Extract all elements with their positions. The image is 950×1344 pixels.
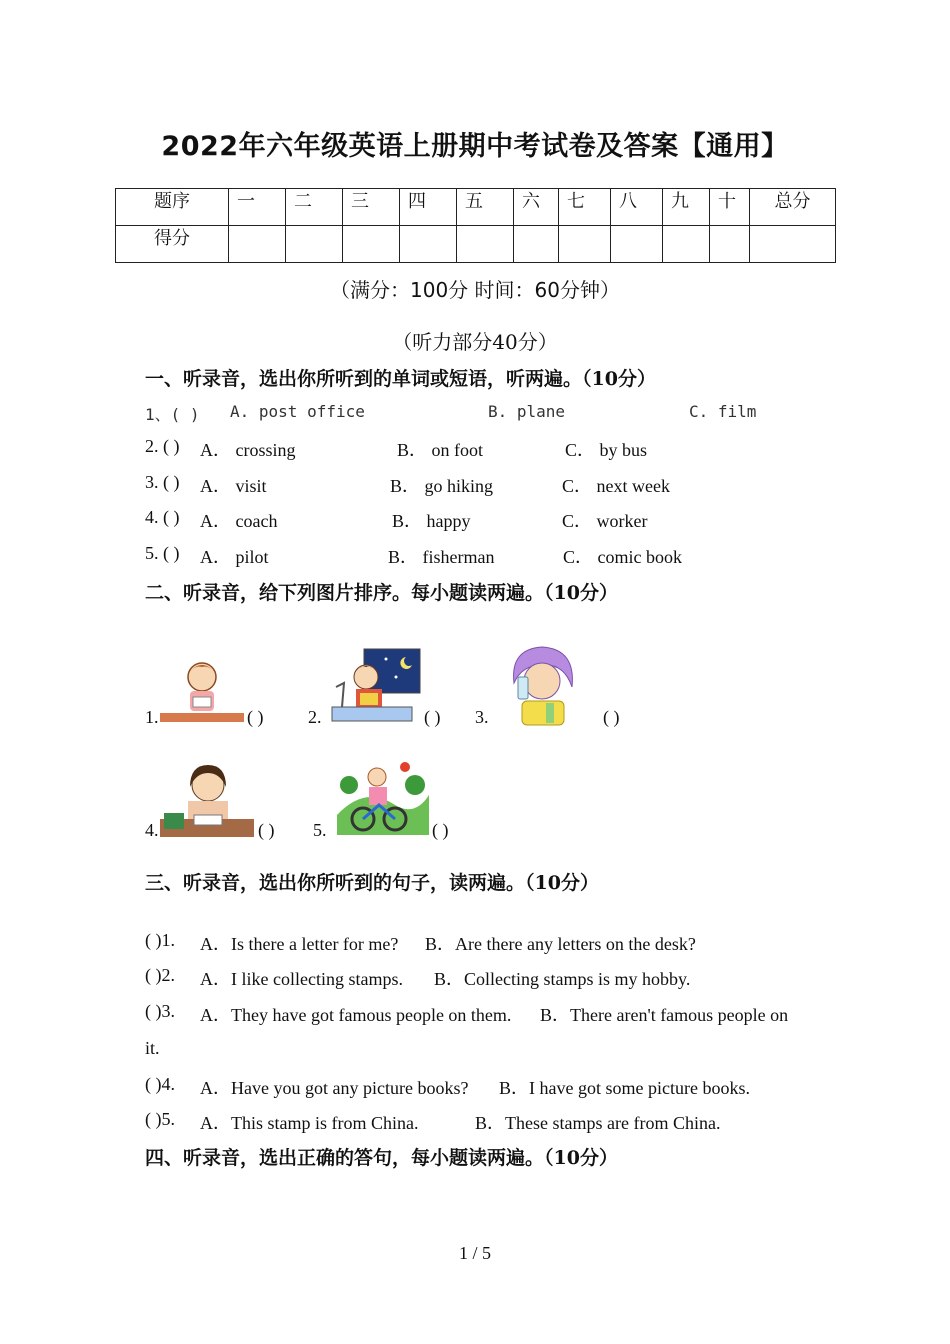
pic4-answer-bracket[interactable]: ( ) — [258, 820, 275, 840]
s1-q4-option-c: C． worker — [562, 511, 648, 531]
score-header-cell: 六 — [514, 189, 559, 226]
score-header-cell: 七 — [559, 189, 611, 226]
score-cell[interactable] — [663, 226, 710, 263]
s1-q3-option-c: C． next week — [562, 476, 670, 496]
girl-writing-picture — [160, 763, 256, 839]
girl-drinking-picture — [500, 643, 584, 727]
score-cell[interactable] — [710, 226, 750, 263]
s3-q2-number[interactable]: ( )2. — [145, 965, 175, 985]
s1-q1-option-b: B. plane — [488, 402, 566, 421]
page-number: 1 / 5 — [458, 1243, 491, 1263]
s1-q2-option-a: A． crossing — [200, 440, 296, 460]
section4-heading: 四、听录音，选出正确的答句，每小题读两遍。（10分） — [145, 1147, 618, 1169]
score-header-cell: 二 — [286, 189, 343, 226]
s3-q3-option-b-continued: it. — [145, 1038, 160, 1058]
section2-heading: 二、听录音，给下列图片排序。每小题读两遍。（10分） — [145, 582, 618, 604]
girl-cycling-picture — [335, 755, 431, 837]
score-cell[interactable] — [229, 226, 286, 263]
pic1-answer-bracket[interactable]: ( ) — [247, 707, 264, 727]
score-table-score-row — [116, 226, 836, 263]
score-header-cell: 十 — [710, 189, 750, 226]
s1-q5-option-a: A． pilot — [200, 547, 269, 567]
exam-info: （满分：100分 时间：60分钟） — [330, 278, 620, 302]
pic2-answer-bracket[interactable]: ( ) — [424, 707, 441, 727]
section3-heading: 三、听录音，选出你所听到的句子，读两遍。（10分） — [145, 872, 599, 894]
s1-q2-option-b: B． on foot — [397, 440, 484, 460]
score-cell[interactable] — [750, 226, 836, 263]
girl-reading-picture — [160, 655, 246, 725]
s3-q5-option-b: B．These stamps are from China. — [475, 1113, 721, 1133]
s1-q3-number[interactable]: 3. ( ) — [145, 472, 180, 492]
s1-q3-option-a: A． visit — [200, 476, 267, 496]
score-cell[interactable] — [559, 226, 611, 263]
score-header-cell: 一 — [229, 189, 286, 226]
s1-q2-option-c: C． by bus — [565, 440, 648, 460]
listening-part-label: （听力部分40分） — [392, 330, 558, 354]
s3-q1-option-a: A．Is there a letter for me? — [200, 934, 399, 954]
s3-q5-option-a: A．This stamp is from China. — [200, 1113, 419, 1133]
score-cell[interactable] — [514, 226, 559, 263]
pic5-label: 5. — [313, 820, 327, 840]
pic1-label: 1. — [145, 707, 159, 727]
pic3-label: 3. — [475, 707, 489, 727]
s1-q5-option-c: C． comic book — [563, 547, 682, 567]
score-cell[interactable] — [286, 226, 343, 263]
score-header-cell: 八 — [611, 189, 663, 226]
score-cell[interactable] — [400, 226, 457, 263]
score-cell[interactable] — [457, 226, 514, 263]
s1-q4-option-a: A． coach — [200, 511, 278, 531]
score-cell[interactable] — [611, 226, 663, 263]
pic3-answer-bracket[interactable]: ( ) — [603, 707, 620, 727]
score-table — [115, 188, 836, 263]
score-header-cell: 五 — [457, 189, 514, 226]
s1-q2-number[interactable]: 2. ( ) — [145, 436, 180, 456]
boy-reading-at-night-picture — [326, 647, 422, 727]
s1-q1-option-c: C. film — [689, 402, 757, 421]
score-table-header-row — [116, 189, 836, 226]
score-header-cell: 三 — [343, 189, 400, 226]
s3-q3-number[interactable]: ( )3. — [145, 1001, 175, 1021]
pic2-label: 2. — [308, 707, 322, 727]
score-header-cell: 题序 — [116, 189, 229, 226]
s1-q3-option-b: B． go hiking — [390, 476, 494, 496]
s1-q4-number[interactable]: 4. ( ) — [145, 507, 180, 527]
s1-q5-number[interactable]: 5. ( ) — [145, 543, 180, 563]
s3-q3-option-b: B．There aren't famous people on — [540, 1005, 789, 1025]
s3-q4-number[interactable]: ( )4. — [145, 1074, 175, 1094]
score-header-cell: 总分 — [750, 189, 836, 226]
s3-q5-number[interactable]: ( )5. — [145, 1109, 175, 1129]
s3-q4-option-a: A．Have you got any picture books? — [200, 1078, 469, 1098]
score-row-label: 得分 — [116, 226, 229, 263]
s3-q1-number[interactable]: ( )1. — [145, 930, 175, 950]
page-title: 2022年六年级英语上册期中考试卷及答案【通用】 — [161, 131, 789, 162]
s3-q3-option-a: A．They have got famous people on them. — [200, 1005, 512, 1025]
s3-q2-option-b: B．Collecting stamps is my hobby. — [434, 969, 691, 989]
s1-q4-option-b: B． happy — [392, 511, 471, 531]
section1-heading: 一、听录音，选出你所听到的单词或短语，听两遍。（10分） — [145, 368, 656, 390]
s3-q2-option-a: A．I like collecting stamps. — [200, 969, 403, 989]
s3-q4-option-b: B．I have got some picture books. — [499, 1078, 750, 1098]
s1-q1-option-a: A. post office — [230, 402, 365, 421]
s1-q5-option-b: B． fisherman — [388, 547, 495, 567]
score-cell[interactable] — [343, 226, 400, 263]
pic4-label: 4. — [145, 820, 159, 840]
score-header-cell: 四 — [400, 189, 457, 226]
s3-q1-option-b: B．Are there any letters on the desk? — [425, 934, 696, 954]
score-header-cell: 九 — [663, 189, 710, 226]
pic5-answer-bracket[interactable]: ( ) — [432, 820, 449, 840]
s1-q1-number[interactable]: 1、( ) — [145, 405, 200, 424]
